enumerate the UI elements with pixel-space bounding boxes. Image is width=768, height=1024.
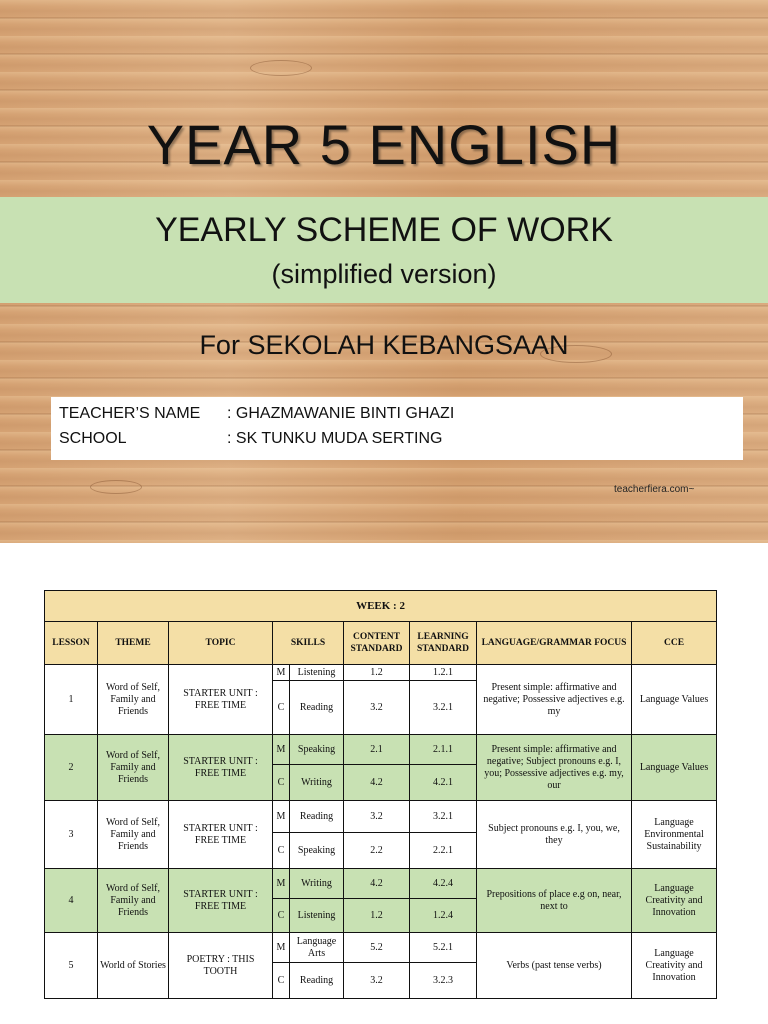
complementary-skill-code: C: [273, 899, 290, 933]
complementary-skill: Listening: [290, 899, 344, 933]
wood-knot: [250, 60, 312, 76]
lesson-topic: POETRY : THIS TOOTH: [169, 933, 273, 999]
lesson-number: 5: [45, 933, 98, 999]
lesson-cce: Language Creativity and Innovation: [632, 933, 717, 999]
header-learning-standard: LEARNING STANDARD: [410, 622, 477, 665]
lesson-topic: STARTER UNIT : FREE TIME: [169, 801, 273, 869]
version-note: (simplified version): [271, 259, 497, 289]
header-lesson: LESSON: [45, 622, 98, 665]
teacher-label: TEACHER’S NAME: [59, 405, 201, 422]
main-skill: Speaking: [290, 735, 344, 765]
complementary-skill: Writing: [290, 765, 344, 801]
lesson-theme: Word of Self, Family and Friends: [98, 665, 169, 735]
subtitle-band: [0, 197, 768, 303]
teacher-value: : GHAZMAWANIE BINTI GHAZI: [227, 405, 455, 422]
language-focus: Present simple: affirmative and negative; Possessive adjectives e.g. my: [477, 665, 632, 735]
complementary-skill: Reading: [290, 681, 344, 735]
lesson-row: [45, 735, 717, 765]
complementary-learning-standard: 1.2.4: [410, 899, 477, 933]
language-focus: Verbs (past tense verbs): [477, 933, 632, 999]
complementary-skill-code: C: [273, 765, 290, 801]
language-focus: Subject pronouns e.g. I, you, we, they: [477, 801, 632, 869]
teacher-info-box: [51, 397, 743, 460]
scheme-title: YEARLY SCHEME OF WORK: [155, 211, 613, 249]
lesson-cce: Language Environmental Sustainability: [632, 801, 717, 869]
main-skill-code: M: [273, 933, 290, 963]
wood-knot: [90, 480, 142, 494]
main-skill-code: M: [273, 869, 290, 899]
main-content-standard: 5.2: [344, 933, 410, 963]
week-header: WEEK : 2: [45, 591, 717, 622]
complementary-content-standard: 4.2: [344, 765, 410, 801]
lesson-theme: Word of Self, Family and Friends: [98, 801, 169, 869]
main-skill: Writing: [290, 869, 344, 899]
school-value: : SK TUNKU MUDA SERTING: [227, 430, 443, 447]
main-learning-standard: 2.1.1: [410, 735, 477, 765]
header-cce: CCE: [632, 622, 717, 665]
header-theme: THEME: [98, 622, 169, 665]
main-skill-code: M: [273, 801, 290, 833]
complementary-learning-standard: 4.2.1: [410, 765, 477, 801]
complementary-content-standard: 1.2: [344, 899, 410, 933]
lesson-theme: World of Stories: [98, 933, 169, 999]
complementary-learning-standard: 2.2.1: [410, 833, 477, 869]
main-skill: Language Arts: [290, 933, 344, 963]
language-focus: Present simple: affirmative and negative; Subject pronouns e.g. I, you; Possessive adjectives e.g. my, our: [477, 735, 632, 801]
main-learning-standard: 5.2.1: [410, 933, 477, 963]
language-focus: Prepositions of place e.g on, near, next to: [477, 869, 632, 933]
lesson-theme: Word of Self, Family and Friends: [98, 735, 169, 801]
lesson-rows: [45, 665, 717, 999]
header-language-focus: LANGUAGE/GRAMMAR FOCUS: [477, 622, 632, 665]
complementary-content-standard: 2.2: [344, 833, 410, 869]
main-content-standard: 4.2: [344, 869, 410, 899]
school-label: SCHOOL: [59, 430, 127, 447]
main-skill-code: M: [273, 665, 290, 681]
credit-text: teacherfiera.com~: [614, 484, 695, 495]
lesson-theme: Word of Self, Family and Friends: [98, 869, 169, 933]
main-skill: Listening: [290, 665, 344, 681]
lesson-topic: STARTER UNIT : FREE TIME: [169, 665, 273, 735]
complementary-skill: Reading: [290, 963, 344, 999]
main-content-standard: 2.1: [344, 735, 410, 765]
lesson-number: 4: [45, 869, 98, 933]
lesson-number: 3: [45, 801, 98, 869]
lesson-number: 2: [45, 735, 98, 801]
header-skills: SKILLS: [273, 622, 344, 665]
header-content-standard: CONTENT STANDARD: [344, 622, 410, 665]
lesson-topic: STARTER UNIT : FREE TIME: [169, 735, 273, 801]
complementary-skill-code: C: [273, 833, 290, 869]
document-title: YEAR 5 ENGLISH: [146, 113, 622, 176]
complementary-content-standard: 3.2: [344, 681, 410, 735]
school-type: For SEKOLAH KEBANGSAAN: [199, 330, 569, 360]
header-topic: TOPIC: [169, 622, 273, 665]
lesson-topic: STARTER UNIT : FREE TIME: [169, 869, 273, 933]
main-learning-standard: 1.2.1: [410, 665, 477, 681]
lesson-row: [45, 801, 717, 833]
lesson-row: [45, 869, 717, 899]
lesson-cce: Language Values: [632, 665, 717, 735]
complementary-skill-code: C: [273, 681, 290, 735]
main-skill: Reading: [290, 801, 344, 833]
main-learning-standard: 3.2.1: [410, 801, 477, 833]
complementary-skill: Speaking: [290, 833, 344, 869]
complementary-content-standard: 3.2: [344, 963, 410, 999]
lesson-row: [45, 665, 717, 681]
lesson-cce: Language Values: [632, 735, 717, 801]
lesson-row: [45, 933, 717, 963]
main-content-standard: 3.2: [344, 801, 410, 833]
main-skill-code: M: [273, 735, 290, 765]
main-content-standard: 1.2: [344, 665, 410, 681]
complementary-skill-code: C: [273, 963, 290, 999]
complementary-learning-standard: 3.2.1: [410, 681, 477, 735]
lesson-number: 1: [45, 665, 98, 735]
lesson-cce: Language Creativity and Innovation: [632, 869, 717, 933]
complementary-learning-standard: 3.2.3: [410, 963, 477, 999]
main-learning-standard: 4.2.4: [410, 869, 477, 899]
scheme-table: [44, 590, 717, 999]
